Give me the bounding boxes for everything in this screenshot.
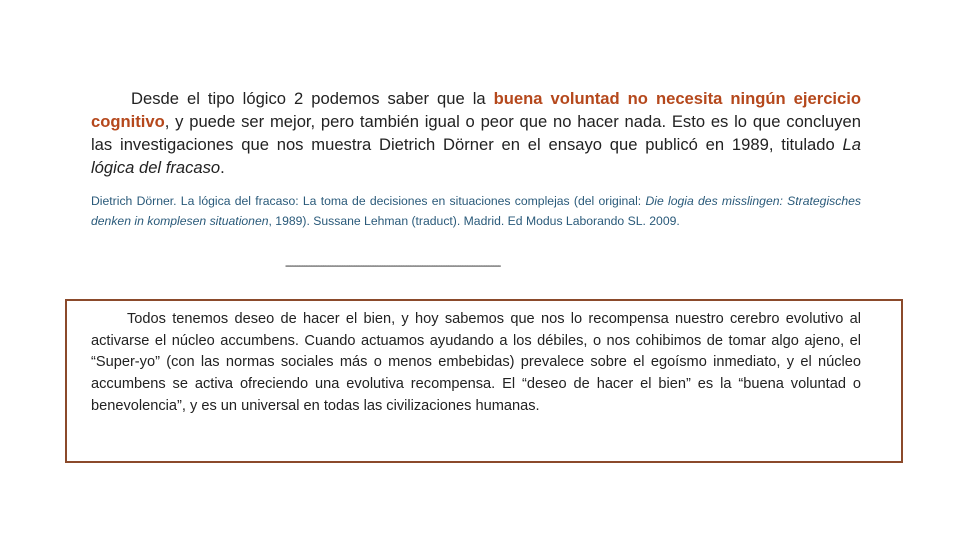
boxed-paragraph: Todos tenemos deseo de hacer el bien, y hoy sabemos que nos lo recompensa nuestro cerebro evolutivo al activarse el núcleo accumbens. Cuando actuamos ayudando a los débiles, o nos cohibimos de tomar algo ajeno, el “Super-yo” (con las normas sociales más o menos embebidas) prevalece sobre el egoísmo inmediato, y el núcleo accumbens se activa ofreciendo una evolutiva recompensa. El “deseo de hacer el bien” es la “buena voluntad o benevolencia”, y es un universal en todas las civilizaciones humanas.: [91, 311, 861, 414]
main-paragraph-text-end: .: [220, 158, 225, 177]
highlighted-phrase: buena voluntad no necesita ningún ejercicio cognitivo: [91, 89, 862, 131]
citation: [91, 192, 861, 231]
citation-original-title: Die logia des misslingen: Strategisches denken in komplesen situationen: [91, 194, 861, 228]
main-paragraph: [91, 87, 861, 179]
dashed-separator: -------------------------------------------------------------------------------------------: [285, 260, 501, 272]
citation-text-before: Dietrich Dörner. La lógica del fracaso: La toma de decisiones en situaciones complejas (del original:: [91, 194, 646, 208]
main-paragraph-text-middle: , y puede ser mejor, pero también igual o peor que no hacer nada. Esto es lo que concluyen las investigaciones que nos muestra Dietrich Dörner en el ensayo que publicó en 1989, titulado: [91, 112, 861, 154]
book-title: La lógica del fracaso: [91, 135, 861, 177]
main-paragraph-text-before: Desde el tipo lógico 2 podemos saber que la: [131, 89, 494, 108]
citation-text-after: , 1989). Sussane Lehman (traduct). Madrid. Ed Modus Laborando SL. 2009.: [268, 213, 680, 228]
